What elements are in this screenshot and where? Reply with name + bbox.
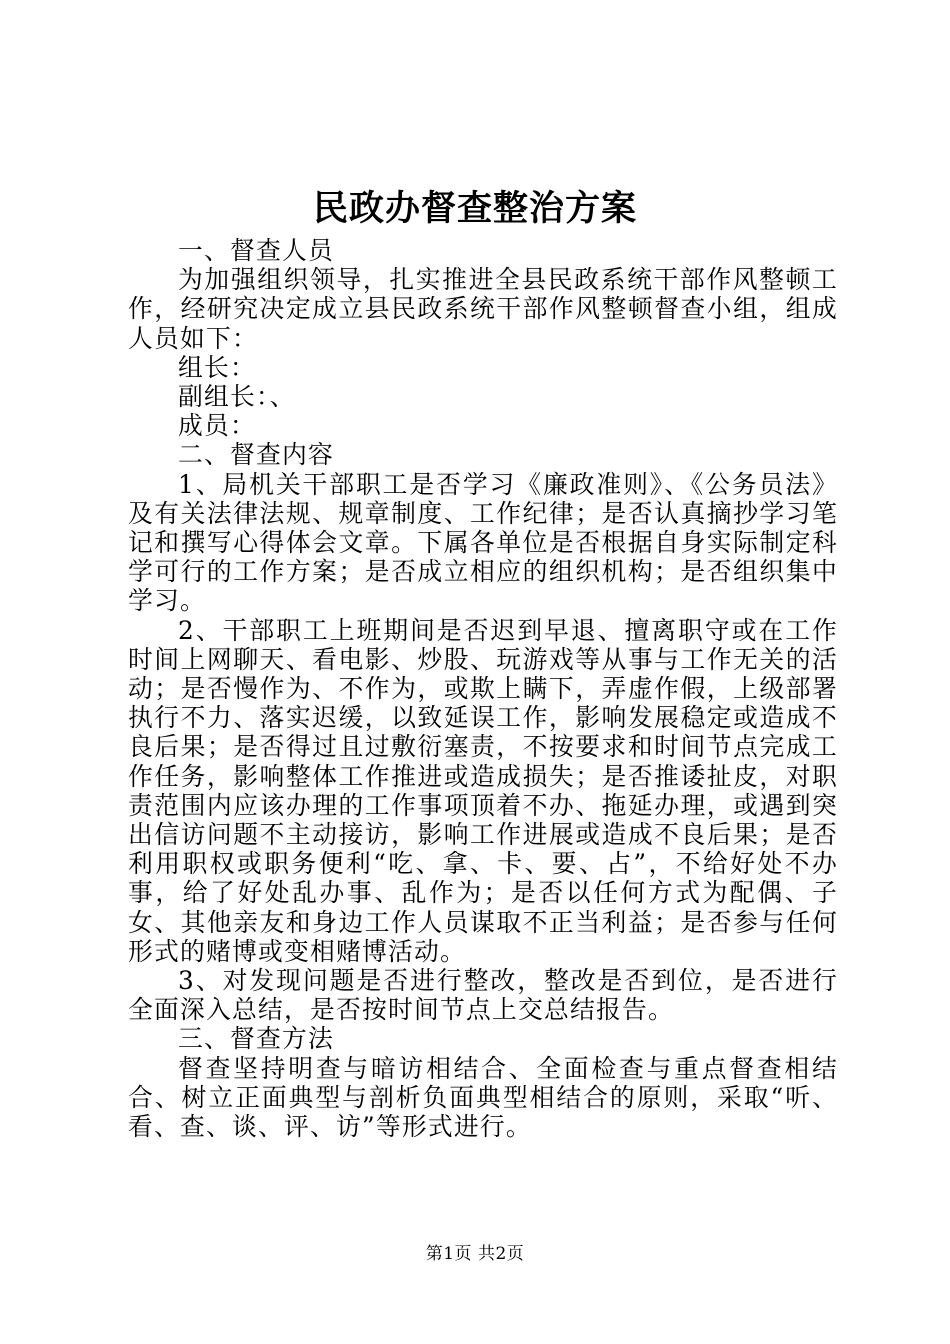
- paragraph-members: 成员：: [178, 411, 256, 441]
- document-title: 民政办督查整治方案: [312, 188, 637, 229]
- paragraph-content-1: 1、局机关干部职工是否学习《廉政准则》、《公务员法》及有关法律法规、规章制度、工作纪律；是否认真摘抄学习笔记和撰写心得体会文章。下属各单位是否根据自身实际制定科学可行的工作方案；是否成立相应的组织机构；是否组织集中学习。: [128, 469, 838, 616]
- page-number-footer: 第1页 共2页: [425, 1244, 525, 1264]
- section-heading-method: 三、督查方法: [178, 1024, 334, 1054]
- paragraph-content-3: 3、对发现问题是否进行整改，整改是否到位，是否进行全面深入总结，是否按时间节点上交总结报告。: [128, 966, 838, 1025]
- paragraph-leader: 组长：: [178, 352, 256, 382]
- document-body: [128, 236, 838, 1141]
- section-heading-content: 二、督查内容: [178, 440, 334, 470]
- paragraph-deputy-leader: 副组长：、: [178, 382, 296, 412]
- section-heading-personnel: 一、督查人员: [178, 236, 334, 265]
- paragraph-method: 督查坚持明查与暗访相结合、全面检查与重点督查相结合、树立正面典型与剖析负面典型相结合的原则，采取“听、看、查、谈、评、访”等形式进行。: [128, 1053, 838, 1142]
- paragraph-content-2: 2、干部职工上班期间是否迟到早退、擅离职守或在工作时间上网聊天、看电影、炒股、玩游戏等从事与工作无关的活动；是否慢作为、不作为，或欺上瞒下，弄虚作假，上级部署执行不力、落实迟缓，以致延误工作，影响发展稳定或造成不良后果；是否得过且过敷衍塞责，不按要求和时间节点完成工作任务，影响整体工作推进或造成损失；是否推诿扯皮，对职责范围内应该办理的工作事项顶着不办、拖延办理，或遇到突出信访问题不主动接访，影响工作进展或造成不良后果；是否利用职权或职务便利“吃、拿、卡、要、占”，不给好处不办事，给了好处乱办事、乱作为；是否以任何方式为配偶、子女、其他亲友和身边工作人员谋取不正当利益；是否参与任何形式的赌博或变相赌博活动。: [128, 615, 838, 966]
- paragraph-intro: 为加强组织领导，扎实推进全县民政系统干部作风整顿工作，经研究决定成立县民政系统干部作风整顿督查小组，组成人员如下：: [128, 265, 838, 353]
